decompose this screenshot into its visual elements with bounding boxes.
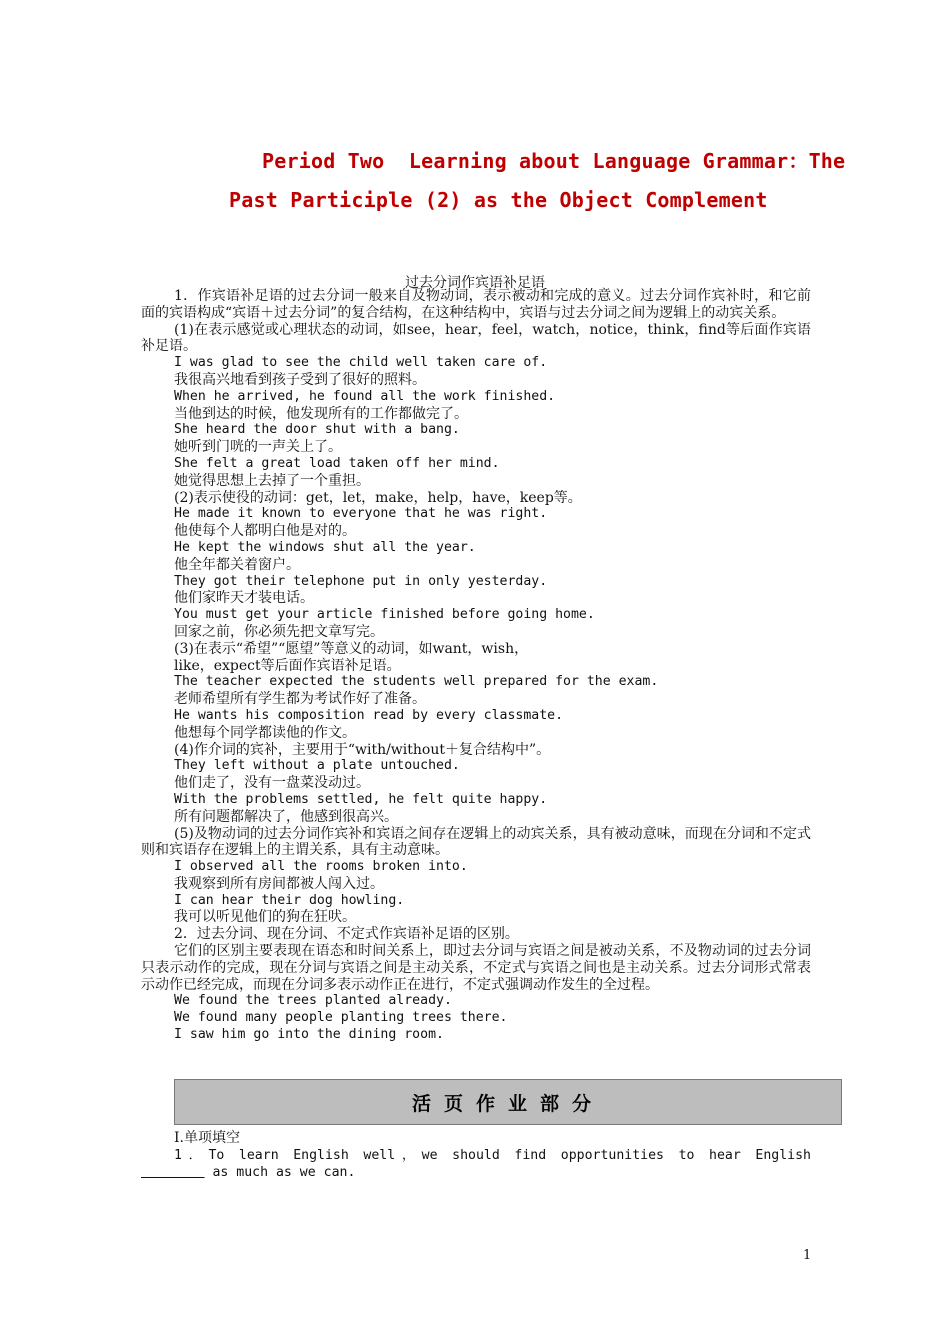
example-sentence: I observed all the rooms broken into. xyxy=(174,859,468,875)
exercise-heading: Ⅰ.单项填空 xyxy=(174,1130,240,1146)
body-paragraph: 我可以听见他们的狗在狂吠。 xyxy=(174,909,356,926)
example-sentence: They left without a plate untouched. xyxy=(174,758,460,774)
page-number: 1 xyxy=(803,1248,812,1263)
example-sentence: You must get your article finished before going home. xyxy=(174,607,595,623)
body-paragraph: 他们走了，没有一盘菜没动过。 xyxy=(174,775,370,792)
body-paragraph: 1．作宾语补足语的过去分词一般来自及物动词，表示被动和完成的意义。过去分词作宾补时，和它前面的宾语构成“宾语＋过去分词”的复合结构，在这种结构中，宾语与过去分词之间为逻辑上的动宾关系。 xyxy=(141,288,811,321)
body-paragraph: 我很高兴地看到孩子受到了很好的照料。 xyxy=(174,371,426,388)
body-paragraph: (3)在表示“希望”“愿望”等意义的动词，如want，wish， xyxy=(174,640,529,657)
example-sentence: He made it known to everyone that he was right. xyxy=(174,506,548,522)
question-1-text: 1．To learn English well，we should find opportunities to hear English xyxy=(174,1148,811,1163)
body-paragraph: 2．过去分词、现在分词、不定式作宾语补足语的区别。 xyxy=(174,926,519,943)
worksheet-banner xyxy=(174,1079,842,1125)
example-sentence: I was glad to see the child well taken care of. xyxy=(174,355,548,371)
body-paragraph: 她觉得思想上去掉了一个重担。 xyxy=(174,472,370,489)
example-sentence: We found the trees planted already. xyxy=(174,993,452,1009)
example-sentence: He kept the windows shut all the year. xyxy=(174,539,476,555)
body-paragraph: 他全年都关着窗户。 xyxy=(174,556,300,573)
document-title-line-1: Period Two Learning about Language Grammar：The xyxy=(262,149,846,173)
exercise-section xyxy=(141,1130,811,1181)
document-title-line-2: Past Participle (2) as the Object Complement xyxy=(229,188,768,212)
body-paragraph: 回家之前，你必须先把文章写完。 xyxy=(174,623,384,640)
body-paragraph: 他们家昨天才装电话。 xyxy=(174,590,314,607)
example-sentence: He wants his composition read by every classmate. xyxy=(174,707,564,723)
body-paragraph: like，expect等后面作宾语补足语。 xyxy=(174,657,401,674)
section-title: 过去分词作宾语补足语 xyxy=(405,275,545,291)
body-paragraph: 老师希望所有学生都为考试作好了准备。 xyxy=(174,691,426,708)
body-paragraph: (2)表示使役的动词：get，let，make，help，have，keep等。 xyxy=(174,489,582,506)
body-paragraph: 当他到达的时候，他发现所有的工作都做完了。 xyxy=(174,405,468,422)
grammar-explanation-body xyxy=(141,288,811,1044)
body-paragraph: 他想每个同学都读他的作文。 xyxy=(174,724,356,741)
body-paragraph: (4)作介词的宾补，主要用于“with/without＋复合结构中”。 xyxy=(174,741,551,758)
body-paragraph: (1)在表示感觉或心理状态的动词，如see，hear，feel，watch，notice，think，find等后面作宾语补足语。 xyxy=(141,321,811,355)
example-sentence: With the problems settled, he felt quite happy. xyxy=(174,791,548,807)
example-sentence: We found many people planting trees there. xyxy=(174,1010,508,1026)
body-paragraph: (5)及物动词的过去分词作宾补和宾语之间存在逻辑上的动宾关系，具有被动意味，而现在分词和不定式则和宾语存在逻辑上的主谓关系，具有主动意味。 xyxy=(141,825,811,859)
body-paragraph: 它们的区别主要表现在语态和时间关系上，即过去分词与宾语之间是被动关系，不及物动词的过去分词只表示动作的完成，现在分词与宾语之间是主动关系，不定式与宾语之间也是主动关系。过去分词形式常表示动作已经完成，而现在分词多表示动作正在进行，不定式强调动作发生的全过程。 xyxy=(141,943,811,993)
exercise-question-1-continued xyxy=(141,1164,811,1181)
example-sentence: She heard the door shut with a bang. xyxy=(174,422,460,438)
example-sentence: I saw him go into the dining room. xyxy=(174,1027,444,1043)
example-sentence: The teacher expected the students well prepared for the exam. xyxy=(174,674,659,690)
question-1-tail: as much as we can. xyxy=(204,1165,356,1180)
body-paragraph: 他使每个人都明白他是对的。 xyxy=(174,523,356,540)
body-paragraph: 所有问题都解决了，他感到很高兴。 xyxy=(174,808,398,825)
worksheet-banner-label: 活页作业部分 xyxy=(411,1092,604,1115)
example-sentence: When he arrived, he found all the work finished. xyxy=(174,388,556,404)
answer-blank[interactable] xyxy=(141,1165,205,1180)
example-sentence: I can hear their dog howling. xyxy=(174,892,405,908)
exercise-question-1 xyxy=(141,1147,811,1164)
body-paragraph: 我观察到所有房间都被人闯入过。 xyxy=(174,875,384,892)
example-sentence: She felt a great load taken off her mind. xyxy=(174,455,500,471)
body-paragraph: 她听到门咣的一声关上了。 xyxy=(174,439,342,456)
example-sentence: They got their telephone put in only yesterday. xyxy=(174,573,548,589)
